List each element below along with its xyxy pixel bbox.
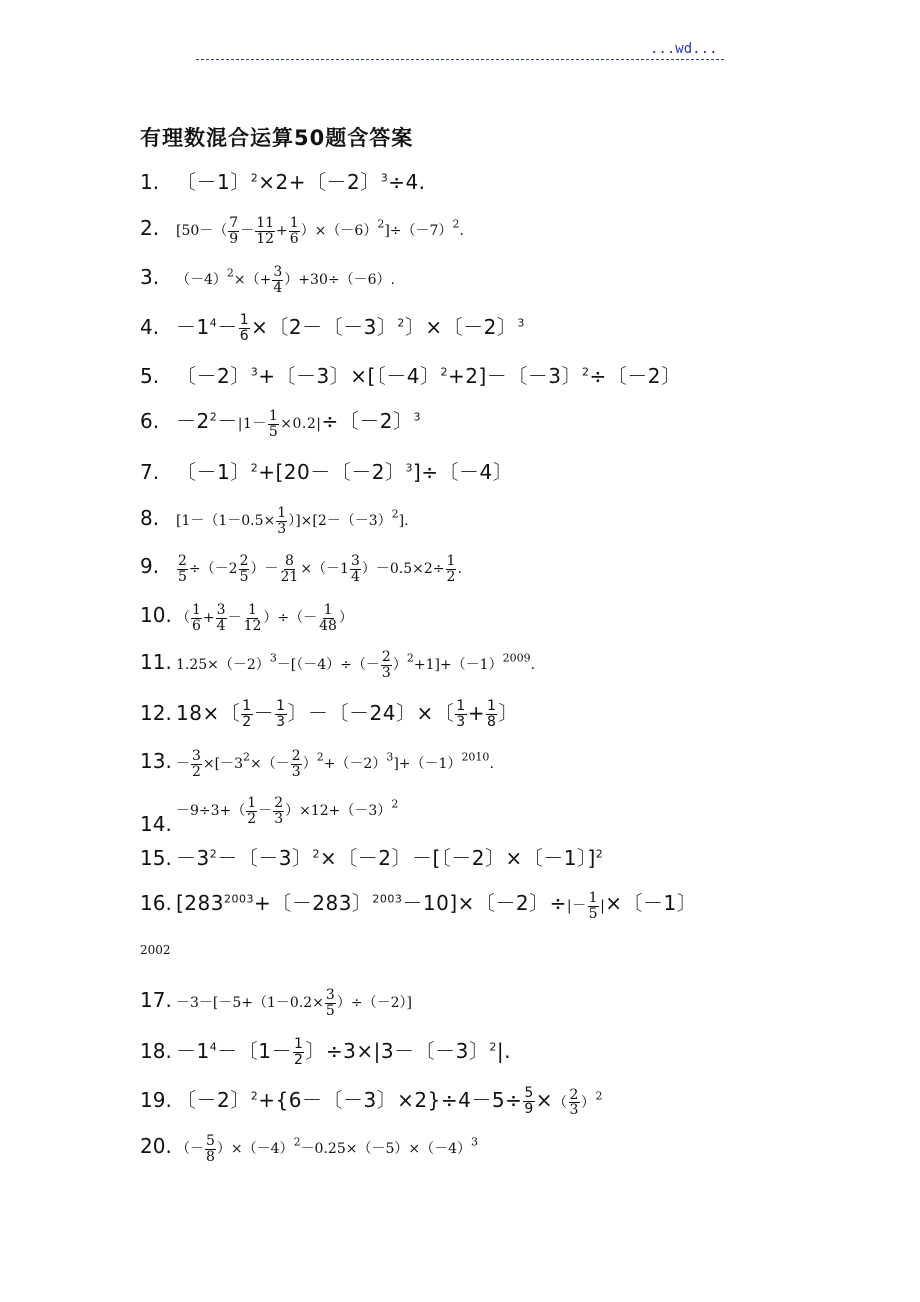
problem-17 [140,988,412,1018]
problem-1 [140,172,426,192]
problem-number: 2. [140,216,160,241]
problem-13 [140,749,494,779]
problem-10 [140,603,353,633]
problem-expression: [$283^{2003}+$〔－283〕$^{2003}$－10]×〔－2〕÷|－ $\frac{1}{5}$ |×〔－1〕 [176,890,698,922]
problem-number: 12. [140,700,172,725]
problem-number: 19. [140,1087,172,1112]
problem-expression: $(-4)^2\times(+$ $\frac{3}{4}$ ）+30÷（－6）. [176,264,395,296]
problem-number: 10. [140,603,172,628]
problem-number: 4. [140,314,160,339]
problem-number: 13. [140,749,172,774]
problem-4 [140,313,525,343]
problem-expression: 〔－1〕$^2$×2+〔－2〕$^3$÷4. [176,170,426,194]
problem-expression: [50－（ $\frac{7}{9}$ － $\frac{11}{12}$ + $\frac{1}{6}$ ）$\times(-6)^2]\div(-7)^2$. [176,215,464,247]
problem-20 [140,1134,478,1164]
problem-number: 3. [140,265,160,290]
problem-expression: 18×〔 $\frac{1}{2}$ － $\frac{1}{3}$ 〕－〔－24〕×〔 $\frac{1}{3}$ + $\frac{1}{8}$ 〕 [176,698,519,730]
problem-expression: 〔－1〕$^2$+[20－〔－2〕$^3$]÷〔－4〕 [176,460,514,484]
problem-3 [140,265,395,295]
problem-number: 8. [140,506,160,531]
problem-number: 7. [140,460,160,484]
problem-number: 16. [140,891,172,916]
problem-expression: [1－（1－0.5× $\frac{1}{3}$ ）]$\times[2-(-3)^2]$. [176,505,409,537]
problem-expression: $-3^2-$〔－3〕$^2$×〔－2〕－[〔－2〕×〔－1〕]$^2$ [176,846,604,870]
problem-number: 1. [140,170,160,194]
problem-expression: － $\frac{3}{2}$ $\times[-3^2\times(-$ $\frac{2}{3}$ ）$^2+(-2)^3]+(-1)^{2010}$. [176,748,494,780]
problem-14 [140,795,399,837]
problem-15 [140,848,603,868]
page-title: 有理数混合运算50题含答案 [140,126,414,150]
problem-expression: $1.25\times(-2)^3-[(-4)\div(-$ $\frac{2}{3}$ ）$^2+1]+(-1)^{2009}$. [176,649,536,681]
problem-number: 6. [140,409,160,434]
problem-5 [140,366,682,386]
problem-19 [140,1086,603,1118]
problem-expression: （ $\frac{1}{6}$ + $\frac{3}{4}$ － $\frac{1}{12}$ ）÷（－ $\frac{1}{48}$ ） [176,602,353,634]
problem-number: 17. [140,988,172,1013]
problem-expression: －3－[－5+（1－0.2× $\frac{3}{5}$ ）÷（－2）] [176,987,412,1019]
problem-expression: $\frac{2}{5}$ ÷（－2 $\frac{2}{5}$ ）－ $\frac{8}{21}$ ×（－1 $\frac{3}{4}$ ）－0.5×2÷ $\frac{1}{2}$ . [178,553,462,585]
page-header-mark: ...wd... [650,41,718,57]
problem-number: 14. [140,812,172,837]
problem-9 [140,554,462,584]
problem-number: 18. [140,1038,172,1063]
problem-number: 11. [140,650,172,675]
problem-number: 20. [140,1134,172,1159]
problem-6 [140,409,421,439]
problem-16 [140,891,697,921]
problem-number: 15. [140,846,172,870]
problem-expression: －9÷3+（ $\frac{1}{2}$ － $\frac{2}{3}$ ）$\times 12+(-3)^2$ [176,795,399,827]
problem-expression: 〔－2〕$^3$+〔－3〕×[〔－4〕$^2$+2]－〔－3〕$^2$÷〔－2〕 [176,364,682,388]
problem-expression: （－ $\frac{5}{8}$ ）$\times(-4)^2-0.25\times(-5)\times(-4)^3$ [176,1133,479,1165]
problem-expression: $-1^4-$〔1－ $\frac{1}{2}$ 〕÷3×|3－〔－3〕$^2$|. [176,1036,511,1068]
header-divider [196,59,724,60]
problem-expression: $-1^4-$ $\frac{1}{6}$ ×〔2－〔－3〕$^2$〕×〔－2〕$^3$ [176,312,525,344]
problem-expression: 〔－2〕$^2$+{6－〔－3〕×2}÷4－5÷ $\frac{5}{9}$ ×（ $\frac{2}{3}$ ）$^2$ [176,1085,603,1119]
problem-expression: $-2^2-|1-$ $\frac{1}{5}$ ×0.2|÷〔－2〕$^3$ [176,408,421,440]
problem-8 [140,506,409,536]
problem-7 [140,462,513,482]
problem-number: 9. [140,554,160,579]
problem-2 [140,216,464,246]
problem-16-exponent-continuation: 2002 [140,943,171,957]
problem-11 [140,650,535,680]
problem-number: 5. [140,364,160,388]
problem-18 [140,1037,511,1067]
problem-12 [140,699,519,729]
